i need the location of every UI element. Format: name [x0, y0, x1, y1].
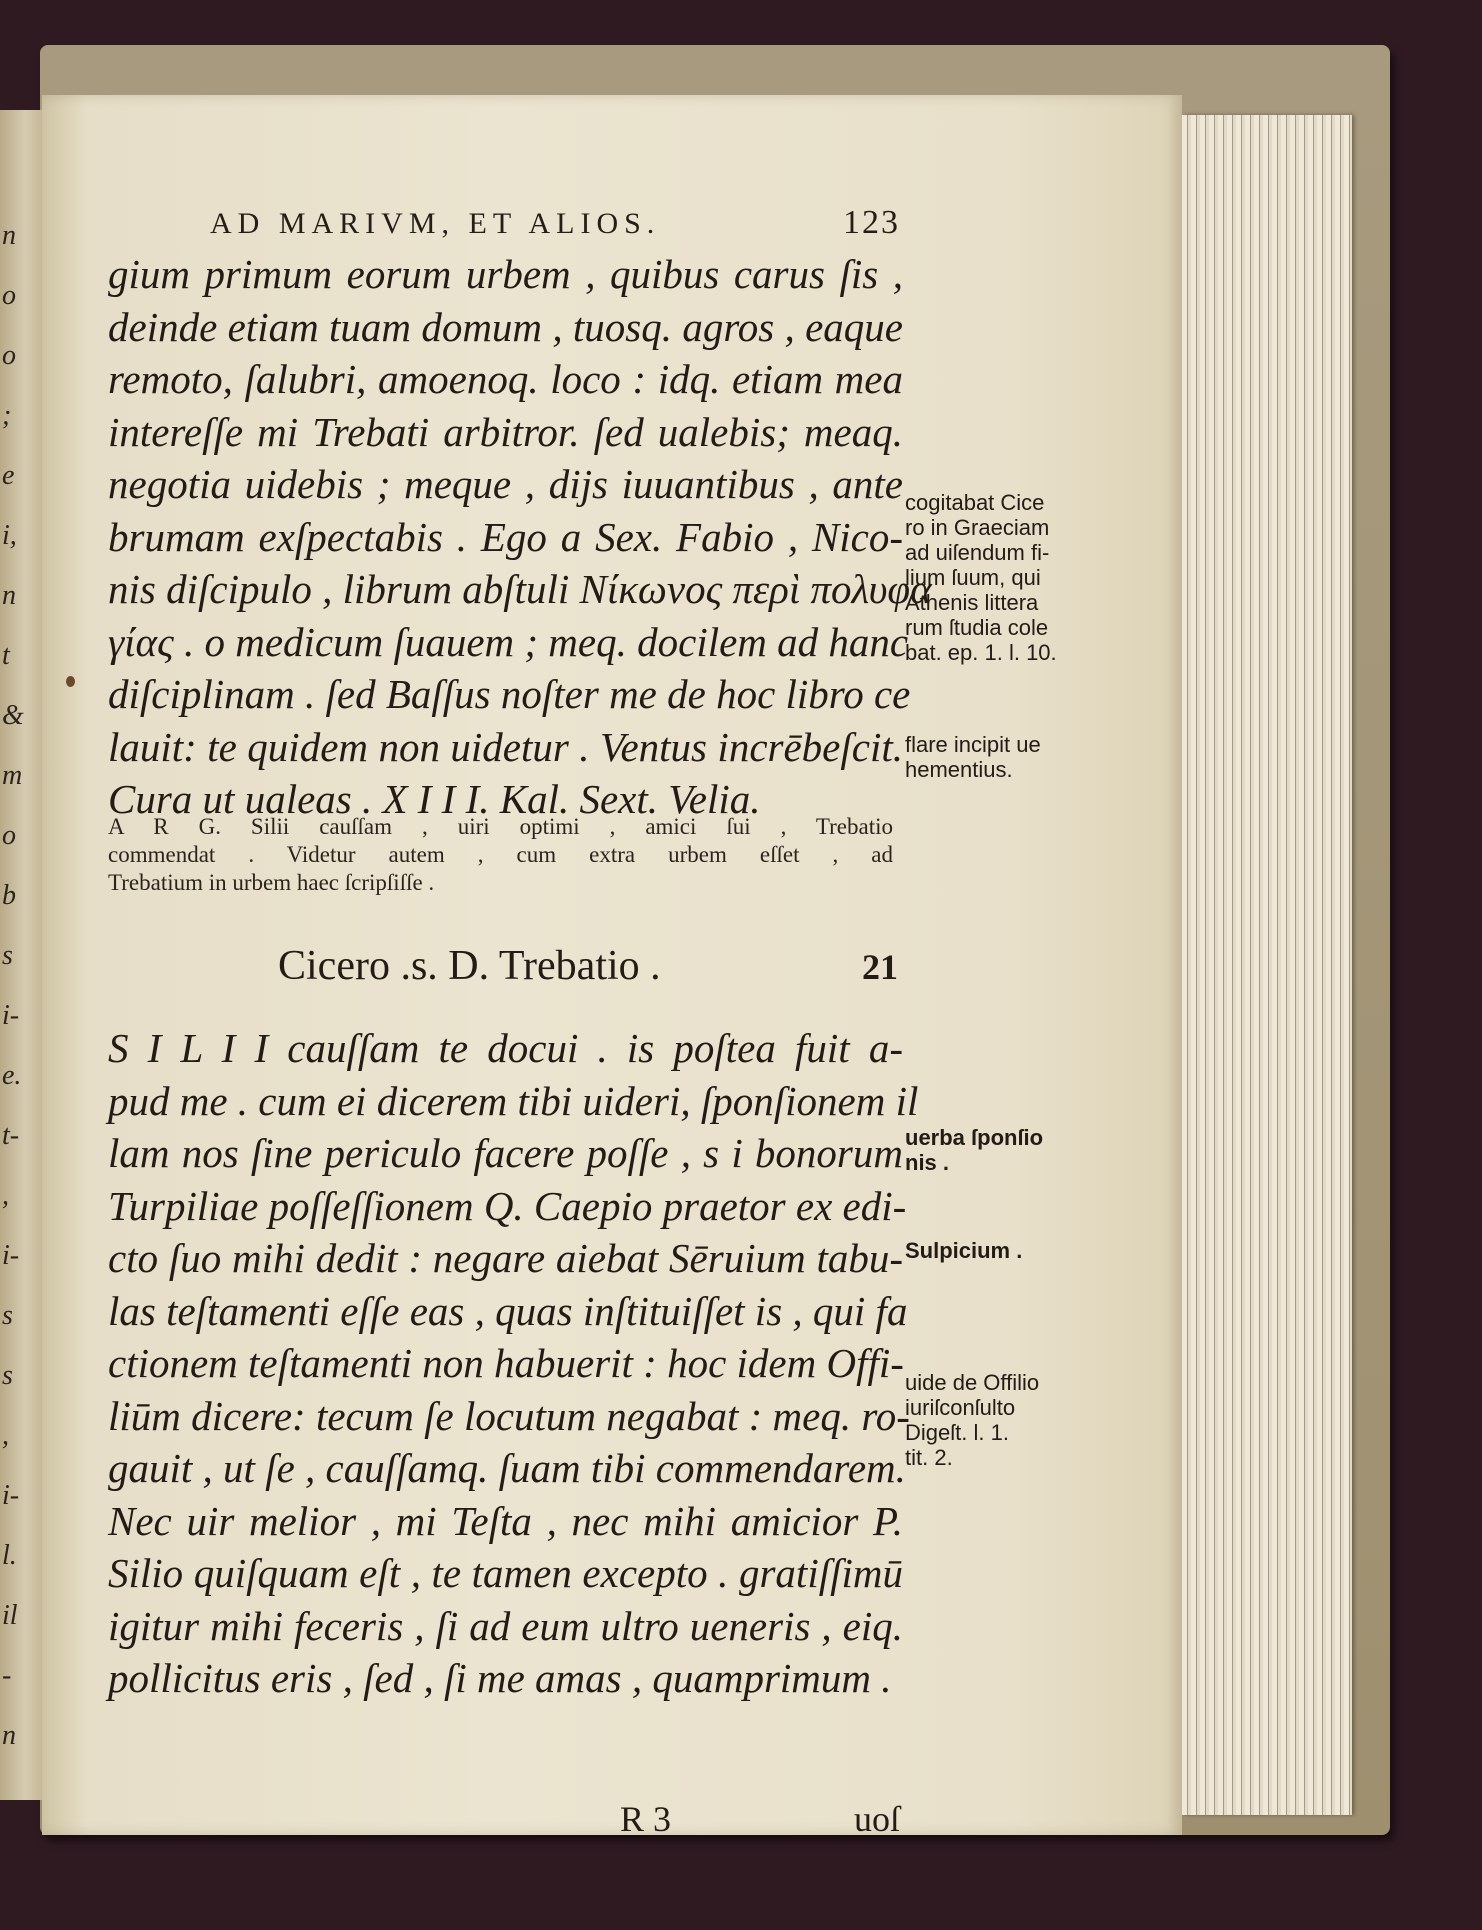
- facing-page-fragment: -: [2, 1660, 12, 1691]
- letter-text-line: Cura ut ualeas . X I I I. Kal. Sext. Velia.: [108, 776, 761, 822]
- epistle-text-line: Nec uir melior , mi Teſta , nec mihi amicior P.: [108, 1497, 903, 1544]
- facing-page-fragment: t-: [2, 1120, 20, 1151]
- facing-page-fragment: o: [2, 280, 16, 311]
- facing-page-fragment: ;: [2, 400, 12, 431]
- facing-page-fragment: i-: [2, 1000, 20, 1031]
- epistle-text-line: Turpiliae poſſeſſionem Q. Caepio praetor ex edi-: [108, 1182, 907, 1229]
- epistle-text-line: cto ſuo mihi dedit : negare aiebat Sēruium tabu-: [108, 1235, 903, 1281]
- epistle-text-line: gauit , ut ſe , cauſſamq. ſuam tibi commendarem.: [108, 1445, 906, 1491]
- argument-line: commendat . Videtur autem , cum extra urbem eſſet , ad: [108, 842, 893, 867]
- page-footer: [620, 1798, 900, 1840]
- facing-page-fragment: i-: [2, 1240, 20, 1271]
- facing-page-fragment: m: [2, 760, 23, 791]
- margin-note-sulpicium: Sulpicium .: [905, 1238, 1023, 1263]
- argument-line: Trebatium in urbem haec ſcripſiſſe .: [108, 870, 435, 895]
- running-head-title: AD MARIVM, ET ALIOS.: [210, 207, 661, 240]
- letter-text-line: intereſſe mi Trebati arbitror. ſed ualebis; meaq.: [108, 408, 903, 455]
- facing-page-fragment: s: [2, 940, 13, 971]
- epistle-text-line: liūm dicere: tecum ſe locutum negabat : meq. ro-: [108, 1392, 910, 1439]
- facing-page-fragment: t: [2, 640, 10, 671]
- ink-spot: [66, 676, 75, 687]
- epistle-heading: [278, 942, 898, 990]
- argument-line: A R G. Silii cauſſam , uiri optimi , amici ſui , Trebatio: [108, 814, 893, 839]
- facing-page-fragment: e: [2, 460, 15, 491]
- epistle-text-line: igitur mihi feceris , ſi ad eum ultro ueneris , eiq.: [108, 1602, 903, 1649]
- facing-page-fragment: s: [2, 1360, 13, 1391]
- epistle-number: 21: [862, 947, 898, 987]
- facing-page-fragment: e.: [2, 1060, 22, 1091]
- facing-page-fragment: n: [2, 1720, 16, 1751]
- epistle-text-line: lam nos ſine periculo facere poſſe , s i bonorum: [108, 1130, 903, 1176]
- page-number: 123: [843, 204, 900, 241]
- letter-text-line: remoto, ſalubri, amoenoq. loco : idq. etiam mea: [108, 356, 903, 402]
- facing-page-fragment: &: [2, 700, 24, 731]
- facing-page-fragment: ,: [2, 1180, 9, 1211]
- facing-page-fragment: o: [2, 820, 16, 851]
- facing-page-fragment: l.: [2, 1540, 17, 1571]
- margin-note-flare: flare incipit ue hementius.: [905, 732, 1041, 782]
- signature-mark: R 3: [620, 1799, 672, 1839]
- letter-text-line: γίας . o medicum ſuauem ; meq. docilem ad hanc: [108, 618, 909, 665]
- margin-note-uerba: uerba ſponſio nis .: [905, 1125, 1044, 1175]
- letter-text-line: diſciplinam . ſed Baſſus noſter me de hoc libro ce: [108, 671, 911, 717]
- facing-page-fragment: s: [2, 1300, 13, 1331]
- epistle-title: Cicero .s. D. Trebatio .: [278, 943, 661, 989]
- facing-page-fragment: n: [2, 220, 16, 251]
- running-head: [210, 204, 900, 242]
- facing-page-fragment: n: [2, 580, 16, 611]
- facing-page-fragment: o: [2, 340, 16, 371]
- facing-page-fragment: il: [2, 1600, 18, 1631]
- epistle-text-line: Silio quiſquam eſt , te tamen excepto . gratiſſimū: [108, 1550, 903, 1596]
- epistle-text-line: ctionem teſtamenti non habuerit : hoc idem Offi-: [108, 1340, 904, 1386]
- epistle-text-line: pollicitus eris , ſed , ſi me amas , quamprimum .: [108, 1655, 892, 1701]
- epistle-text-line: las teſtamenti eſſe eas , quas inſtituiſſet is , qui fa: [108, 1287, 908, 1334]
- page-edges: [1182, 115, 1352, 1815]
- letter-text-line: nis diſcipulo , librum abſtuli Νίκωνος περὶ πολυφα: [108, 566, 932, 612]
- facing-page-fragment: b: [2, 880, 16, 911]
- facing-page-fragment: i-: [2, 1480, 20, 1511]
- letter-text-line: negotia uidebis ; meque , dijs iuuantibus , ante: [108, 461, 903, 507]
- letter-text-line: deinde etiam tuam domum , tuosq. agros , eaque: [108, 303, 903, 350]
- catchword: uoſ: [853, 1799, 900, 1839]
- letter-text-line: lauit: te quidem non uidetur . Ventus incrēbeſcit.: [108, 723, 903, 770]
- letter-text-line: brumam exſpectabis . Ego a Sex. Fabio , Nico-: [108, 513, 903, 560]
- facing-page-fragment: ,: [2, 1420, 9, 1451]
- facing-page-fragment: i,: [2, 520, 17, 551]
- epistle-text-line: S I L I I cauſſam te docui . is poſtea fuit a-: [108, 1025, 903, 1071]
- margin-note-cogitabat: cogitabat Cice ro in Graeciam ad uiſendum fi- lium ſuum, qui Athenis littera rum ſtudia cole bat. ep. 1. l. 10.: [905, 490, 1057, 665]
- facing-page-edge: [0, 110, 42, 1800]
- letter-text-line: gium primum eorum urbem , quibus carus ſis ,: [108, 251, 903, 297]
- epistle-text-line: pud me . cum ei dicerem tibi uideri, ſponſionem il: [108, 1077, 919, 1124]
- margin-note-offilio: uide de Offilio iuriſconſulto Digeſt. l. 1. tit. 2.: [905, 1370, 1040, 1470]
